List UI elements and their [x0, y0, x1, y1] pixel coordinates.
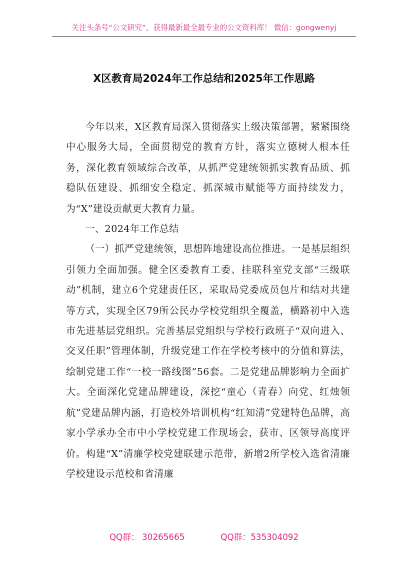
section-paragraph: （一）抓严党建统领，思想阵地建设高位推进。一是基层组织引领力全面加强。健全区委教育工委、挂联科室党支部“三级联动”机制，建立6个党建责任区，采取局党委成员包片和结对共建等方式，实现全区79所公民办学校党组织全覆盖，横路初中入选市先进基层党组织。完善基层党组织与学校行政班子“双向进入、交叉任职”管理体制，升级党建工作在学校考核中的分值和算法，绘制党建工作“一校一路线图”56套。二是党建品牌影响力全面扩大。全面深化党建品牌建设，深挖“童心（青春）向党、红烛领航”党建品牌内涵，打造校外培训机构“红知清”党建特色品牌，高家小学承办全市中小学校党建工作现场会，获市、区领导高度评价。构建“X”清廉学校党建联建示范带，新增2所学校入选省清廉学校建设示范校和省清廉	[66, 244, 350, 480]
intro-paragraph: 今年以来，X区教育局深入贯彻落实上级决策部署，紧紧围绕中心服务大局，全面贯彻党的教育方针，落实立德树人根本任务，深化教育领域综合改革，从抓严党建统领抓实教育品质、抓稳队伍建设、抓细安全稳定、抓深城市赋能等方面持续发力，为“X”建设贡献更大教育力量。	[66, 122, 350, 215]
section-heading: 一、2024年工作总结	[85, 224, 179, 236]
footer-qq-group-1: QQ群： 30265665	[109, 532, 185, 542]
footer-qq-group-2: QQ群：535304092	[220, 532, 299, 542]
header-divider	[52, 36, 356, 37]
document-body	[66, 118, 350, 485]
footer-contact	[0, 531, 408, 543]
header-banner-text: 关注头条号“公文研究”，获得最新最全最专业的公文资料库！ 微信：gongwenyj	[71, 23, 337, 32]
document-title: X区教育局2024年工作总结和2025年工作思路	[93, 73, 315, 85]
